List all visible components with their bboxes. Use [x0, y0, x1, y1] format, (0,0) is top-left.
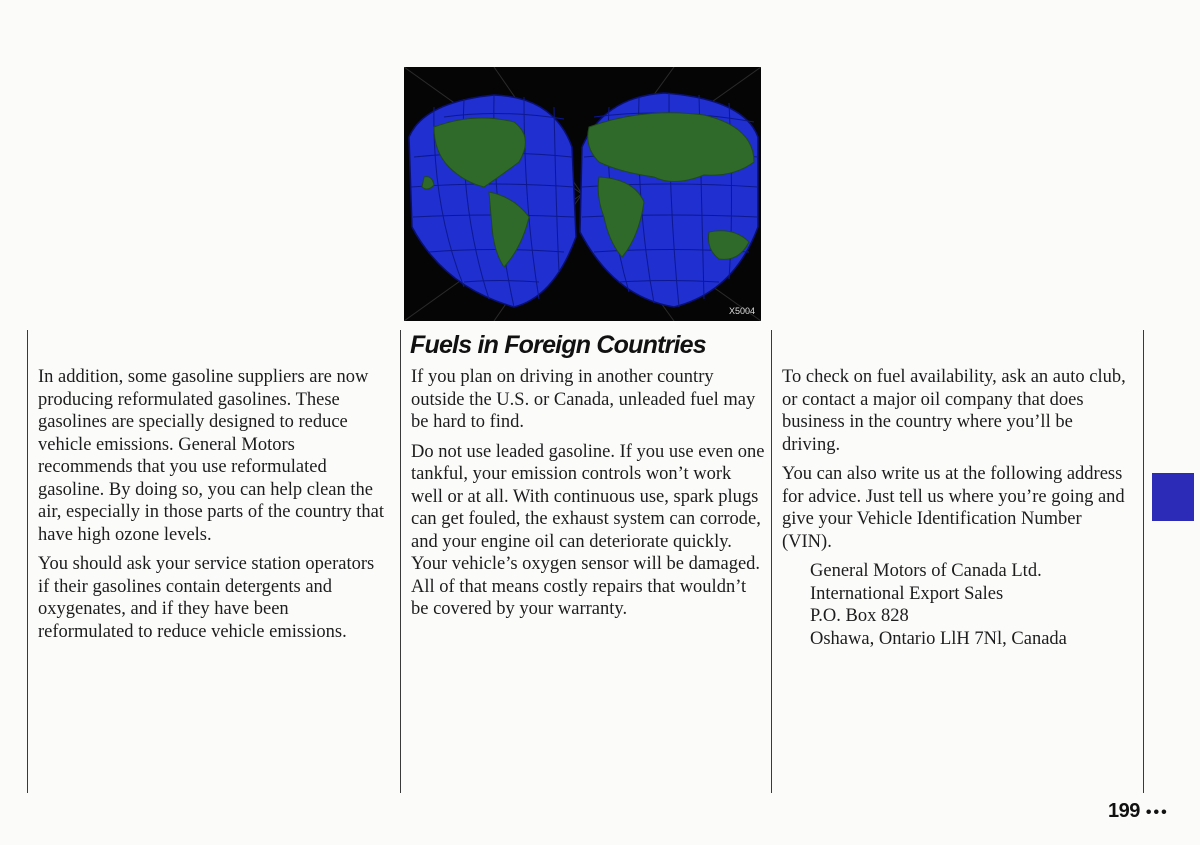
column-rule-right [1143, 330, 1144, 793]
paragraph: To check on fuel availability, ask an auto club, or contact a major oil company that does business in the country where you’ll be driving. [782, 367, 1126, 455]
address-line: International Export Sales [810, 583, 1004, 604]
column-rule-middle-right [771, 330, 772, 793]
page-number-value: 199 [1108, 800, 1140, 822]
paragraph: If you plan on driving in another country outside the U.S. or Canada, unleaded fuel may be hard to find. [411, 367, 756, 432]
address-line: General Motors of Canada Ltd. [810, 561, 1042, 581]
paragraph: Do not use leaded gasoline. If you use even one tankful, your emission controls won’t work well or at all. With continuous use, spark plugs can get fouled, the exhaust system can corrode, and your engine oil can deteriorate quickly. Your vehicle’s oxygen sensor will be damaged. All of that means costly repairs that wouldn’t be covered by your warranty. [411, 441, 765, 619]
page-dots: ••• [1145, 804, 1169, 821]
column-right [782, 366, 1134, 650]
section-heading: Fuels in Foreign Countries [410, 331, 706, 359]
figure-code: X5004 [728, 306, 755, 316]
column-left [38, 366, 386, 650]
section-tab-marker [1152, 473, 1194, 521]
address-line: Oshawa, Ontario LlH 7Nl, Canada [810, 628, 1067, 649]
paragraph: You can also write us at the following address for advice. Just tell us where you’re going and give your Vehicle Identification Number (VIN). [782, 464, 1125, 552]
mailing-address [782, 560, 1134, 650]
column-rule-middle-left [400, 330, 401, 793]
column-rule-left [27, 330, 28, 793]
address-line: P.O. Box 828 [810, 606, 909, 626]
paragraph: In addition, some gasoline suppliers are now producing reformulated gasolines. These gasolines are specially designed to reduce vehicle emissions. General Motors recommends that you use reformulated gasoline. By doing so, you can help clean the air, especially in those parts of the country that have high ozone levels. [38, 367, 385, 545]
world-map-illustration [404, 67, 761, 321]
column-middle [411, 366, 765, 628]
paragraph: You should ask your service station operators if their gasolines contain detergents and oxygenates, and if they have been reformulated to reduce vehicle emissions. [38, 554, 375, 642]
page-number [1108, 800, 1169, 823]
